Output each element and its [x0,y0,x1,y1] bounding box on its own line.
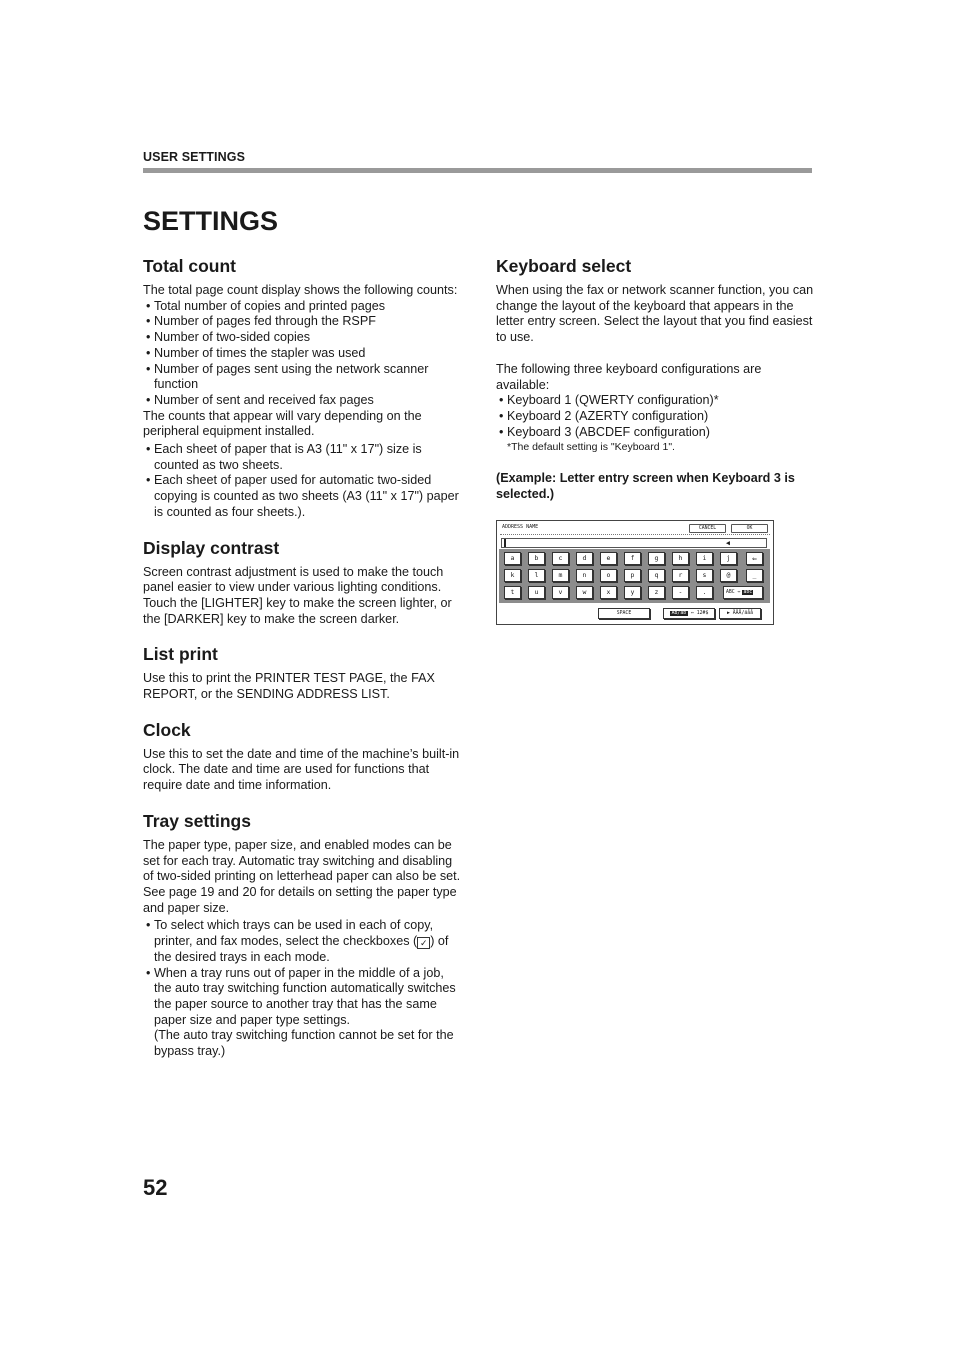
keyboard-list [496,393,814,440]
mode-alpha-label: AB/ab [671,610,687,616]
list-item: • Number of sent and received fax pages [143,393,463,409]
keyboard-panel [499,549,770,603]
key[interactable]: m [552,569,569,582]
key[interactable]: u [528,586,545,599]
mode-toggle-button[interactable] [663,608,715,619]
accent-label: ÄÄÅ/äåå [732,610,753,616]
section-clock [143,720,463,794]
key[interactable]: z [648,586,665,599]
tray-bullet2-paren: (The auto tray switching function cannot be set for the bypass tray.) [154,1028,454,1059]
key[interactable]: f [624,552,641,565]
total-count-notes [143,442,463,521]
keyboard-select-body1: When using the fax or network scanner function, you can change the layout of the keyboard that appears in the letter entry screen. Select the layout that you find easiest to use. [496,283,814,345]
swap-icon: ⇔ [737,589,741,595]
key[interactable]: r [672,569,689,582]
right-column [496,256,814,625]
text-cursor [504,539,506,547]
swap-icon: ⇔ [691,610,694,616]
key[interactable]: . [696,586,713,599]
tray-bullet2: When a tray runs out of paper in the middle of a job, the auto tray switching function automatically switches the paper source to another tray that has the same paper size and paper type settings. [154,965,456,1027]
list-print-heading: List print [143,644,218,665]
list-item: • Number of times the stapler was used [143,346,463,362]
list-item: • Keyboard 1 (QWERTY configuration)* [496,393,814,409]
list-item: • Keyboard 3 (ABCDEF configuration) [496,425,814,441]
abc-lower-label: abc [743,589,753,595]
key[interactable]: b [528,552,545,565]
address-name-input[interactable] [501,538,767,548]
key[interactable]: v [552,586,569,599]
key[interactable]: n [576,569,593,582]
list-item: • Number of pages fed through the RSPF [143,314,463,330]
letter-entry-screen [496,520,774,625]
page-title: SETTINGS [143,206,279,236]
list-item: • Number of pages sent using the network scanner function [143,362,463,393]
key[interactable]: a [504,552,521,565]
total-count-list [143,299,463,409]
list-print-body: Use this to print the PRINTER TEST PAGE, the FAX REPORT, or the SENDING ADDRESS LIST. [143,671,435,702]
play-icon: ▶ [727,610,730,616]
list-item: • Total number of copies and printed pages [143,299,463,315]
key[interactable]: d [576,552,593,565]
clock-body: Use this to set the date and time of the machine’s built-in clock. The date and time are used for functions that require date and time information. [143,746,460,793]
key[interactable]: i [696,552,713,565]
key[interactable]: h [672,552,689,565]
tray-settings-list [143,918,463,1059]
list-item [143,918,463,965]
key[interactable]: l [528,569,545,582]
key[interactable]: s [696,569,713,582]
key[interactable]: k [504,569,521,582]
case-toggle-key[interactable] [723,586,763,599]
clock-heading: Clock [143,719,191,740]
ok-button[interactable]: OK [731,524,768,533]
default-footnote: *The default setting is "Keyboard 1". [507,441,675,454]
checkbox-icon: ✓ [417,937,430,949]
left-column [143,256,463,1077]
total-count-note: The counts that appear will vary depending on the peripheral equipment installed. [143,408,422,439]
abc-upper-label: ABC [726,589,735,595]
header-rule [143,168,812,173]
screen-title: ADDRESS NAME [502,523,539,530]
accent-button[interactable] [719,608,761,619]
key[interactable]: y [624,586,641,599]
example-caption: (Example: Letter entry screen when Keyboard 3 is selected.) [496,471,795,502]
list-item: • Number of two-sided copies [143,330,463,346]
divider [500,534,770,536]
key[interactable]: c [552,552,569,565]
tray-bullet1-after: ) of the desired trays in each mode. [154,934,449,964]
total-count-intro: The total page count display shows the following counts: [143,283,458,297]
key[interactable]: o [600,569,617,582]
key[interactable]: e [600,552,617,565]
key[interactable]: x [600,586,617,599]
keyboard-select-body2: The following three keyboard configurations are available: [496,361,762,392]
section-display-contrast [143,538,463,628]
section-list-print [143,644,463,702]
key[interactable]: - [672,586,689,599]
section-label: USER SETTINGS [143,150,246,164]
key[interactable]: g [648,552,665,565]
cancel-button[interactable]: CANCEL [689,524,726,533]
total-count-heading: Total count [143,256,236,276]
display-contrast-body: Screen contrast adjustment is used to make the touch panel easier to view under various lighting conditions. Touch the [LIGHTER] key to make the screen lighter, or the [DARKER] key to make the screen darker. [143,564,452,626]
list-item: • Keyboard 2 (AZERTY configuration) [496,409,814,425]
key[interactable]: q [648,569,665,582]
section-total-count [143,256,463,521]
key[interactable]: _ [746,569,763,582]
key[interactable]: w [576,586,593,599]
key[interactable]: j [720,552,737,565]
section-tray-settings [143,811,463,1060]
list-item [143,966,463,1060]
mode-num-label: 12#$ [696,610,709,616]
list-item: • Each sheet of paper that is A3 (11" x 17") size is counted as two sheets. [143,442,463,473]
page-number: 52 [143,1175,168,1200]
display-contrast-heading: Display contrast [143,537,280,558]
cursor-left-icon[interactable]: ◀ [725,538,730,547]
tray-settings-body: The paper type, paper size, and enabled modes can be set for each tray. Automatic tray switching and disabling of two-sided printing on letterhead paper can also be set. See page 19 and 20 for details on setting the paper type and paper size. [143,837,461,915]
tray-settings-heading: Tray settings [143,810,251,831]
key[interactable]: @ [720,569,737,582]
key[interactable]: p [624,569,641,582]
keyboard-select-heading: Keyboard select [496,256,632,276]
key[interactable]: t [504,586,521,599]
backspace-icon[interactable]: ⇐ [746,552,763,565]
space-button[interactable]: SPACE [598,608,650,619]
tray-bullet1-before: To select which trays can be used in each of copy, printer, and fax modes, select the checkboxes ( [154,918,434,949]
list-item: • Each sheet of paper used for automatic two-sided copying is counted as two sheets (A3 (11" x 17") paper is counted as four sheets.). [143,473,463,520]
